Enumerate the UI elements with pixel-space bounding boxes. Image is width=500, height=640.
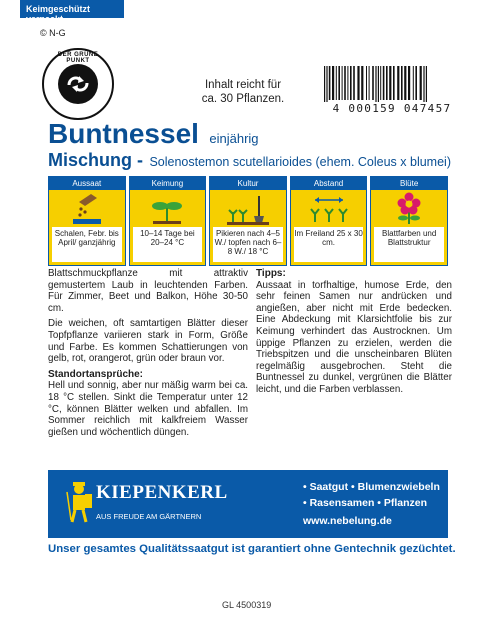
brand-slogan: AUS FREUDE AM GÄRTNERN bbox=[96, 512, 202, 521]
icon-label: Kultur bbox=[210, 177, 286, 190]
product-latin-name: Solenostemon scutellarioides (ehem. Coleus x blumei) bbox=[149, 155, 451, 169]
contents-line-1: Inhalt reicht für bbox=[204, 79, 282, 91]
description-column bbox=[48, 268, 248, 442]
product-title bbox=[48, 118, 259, 150]
icon-box-aussaat bbox=[48, 176, 126, 266]
kiepenkerl-figure-icon bbox=[62, 480, 96, 524]
footer-url: www.nebelung.de bbox=[303, 515, 392, 527]
icon-text: 10–14 Tage bei 20–24 °C bbox=[133, 227, 203, 262]
description-paragraph-1: Blattschmuckpflanze mit attraktiv gemustertem Laub in leuchtenden Farben. Für Zimmer, Beet und Balkon, Höhe 30-50 cm. bbox=[48, 268, 248, 314]
contents-line-2: ca. 30 Pflanzen. bbox=[201, 93, 285, 105]
article-code: GL 4500319 bbox=[222, 600, 272, 610]
icon-text: Schalen, Febr. bis April/ ganzjährig bbox=[52, 227, 122, 262]
copyright-ng: © N-G bbox=[40, 28, 66, 38]
cultivation-icons bbox=[48, 176, 448, 266]
contents-note bbox=[188, 78, 298, 106]
seed-tray-icon bbox=[67, 192, 107, 226]
seedling-icon bbox=[147, 192, 187, 226]
icon-label: Abstand bbox=[291, 177, 367, 190]
footer-line-2: • Rasensamen • Pflanzen bbox=[303, 497, 428, 509]
guarantee-text: Unser gesamtes Qualitätssaatgut ist garantiert ohne Gentechnik gezüchtet. bbox=[48, 543, 456, 555]
transplant-shovel-icon bbox=[225, 192, 271, 226]
green-dot-ring-text: DER GRÜNE PUNKT bbox=[57, 52, 99, 64]
barcode-number: 4 000159 047457 bbox=[312, 102, 472, 115]
flower-icon bbox=[389, 192, 429, 226]
icon-text: Im Freiland 25 x 30 cm. bbox=[294, 227, 364, 262]
icon-label: Blüte bbox=[371, 177, 447, 190]
tips-paragraph: Aussaat in torfhaltige, humose Erde, den sehr feinen Samen nur andrücken und angießen, aber nicht mit Erde bedecken. Eine Abdeckung mit Klarsichtfolie bis zur Keimung verhindert das Austrocknen. Um üppige Pflanzen zu erzielen, werden die Triebspitzen und die unscheinbaren Blüten regelmäßig ausgebrochen. Steht die Buntnessel zu dunkel, vergrünen die Blätter leicht, und die Farben verblassen. bbox=[256, 279, 452, 395]
product-annual: einjährig bbox=[209, 131, 259, 146]
spacing-plants-icon bbox=[306, 192, 352, 226]
green-dot-recycling-icon bbox=[42, 48, 114, 120]
icon-box-bluete bbox=[370, 176, 448, 266]
description-paragraph-2: Die weichen, oft samtartigen Blätter dieser Topfpflanze variieren stark in Form, Größe und Farbe. Es kommen Schattierungen von gelb, rot, orangerot, grün oder braun vor. bbox=[48, 318, 248, 365]
icon-label: Keimung bbox=[130, 177, 206, 190]
tips-column bbox=[256, 268, 452, 400]
icon-text: Pikieren nach 4–5 W./ topfen nach 6–8 W./ 18 °C bbox=[213, 227, 283, 262]
icon-label: Aussaat bbox=[49, 177, 125, 190]
location-paragraph: Hell und sonnig, aber nur mäßig warm bei ca. 18 °C stellen. Sinkt die Temperatur unter 12 °C, können Blätter welken und abfallen. Im Sommer reichlich mit kalkfreiem Wasser gießen und wöchentlich düngen. bbox=[48, 380, 248, 438]
product-variety: Mischung - bbox=[48, 150, 143, 170]
keimgeschuetzt-badge: Keimgeschützt verpackt bbox=[20, 0, 124, 18]
footer-line-1: • Saatgut • Blumenzwiebeln bbox=[303, 481, 440, 493]
brand-name: KIEPENKERL bbox=[96, 482, 228, 503]
product-name: Buntnessel bbox=[48, 118, 199, 149]
location-heading: Standortansprüche: bbox=[48, 368, 144, 380]
icon-box-abstand bbox=[290, 176, 368, 266]
green-dot-arrows-icon bbox=[65, 73, 91, 95]
brand-footer bbox=[48, 470, 448, 538]
tips-heading: Tipps: bbox=[256, 268, 286, 279]
icon-box-kultur bbox=[209, 176, 287, 266]
product-subtitle bbox=[48, 150, 451, 171]
icon-box-keimung bbox=[129, 176, 207, 266]
icon-text: Blattfarben und Blattstruktur bbox=[374, 227, 444, 262]
